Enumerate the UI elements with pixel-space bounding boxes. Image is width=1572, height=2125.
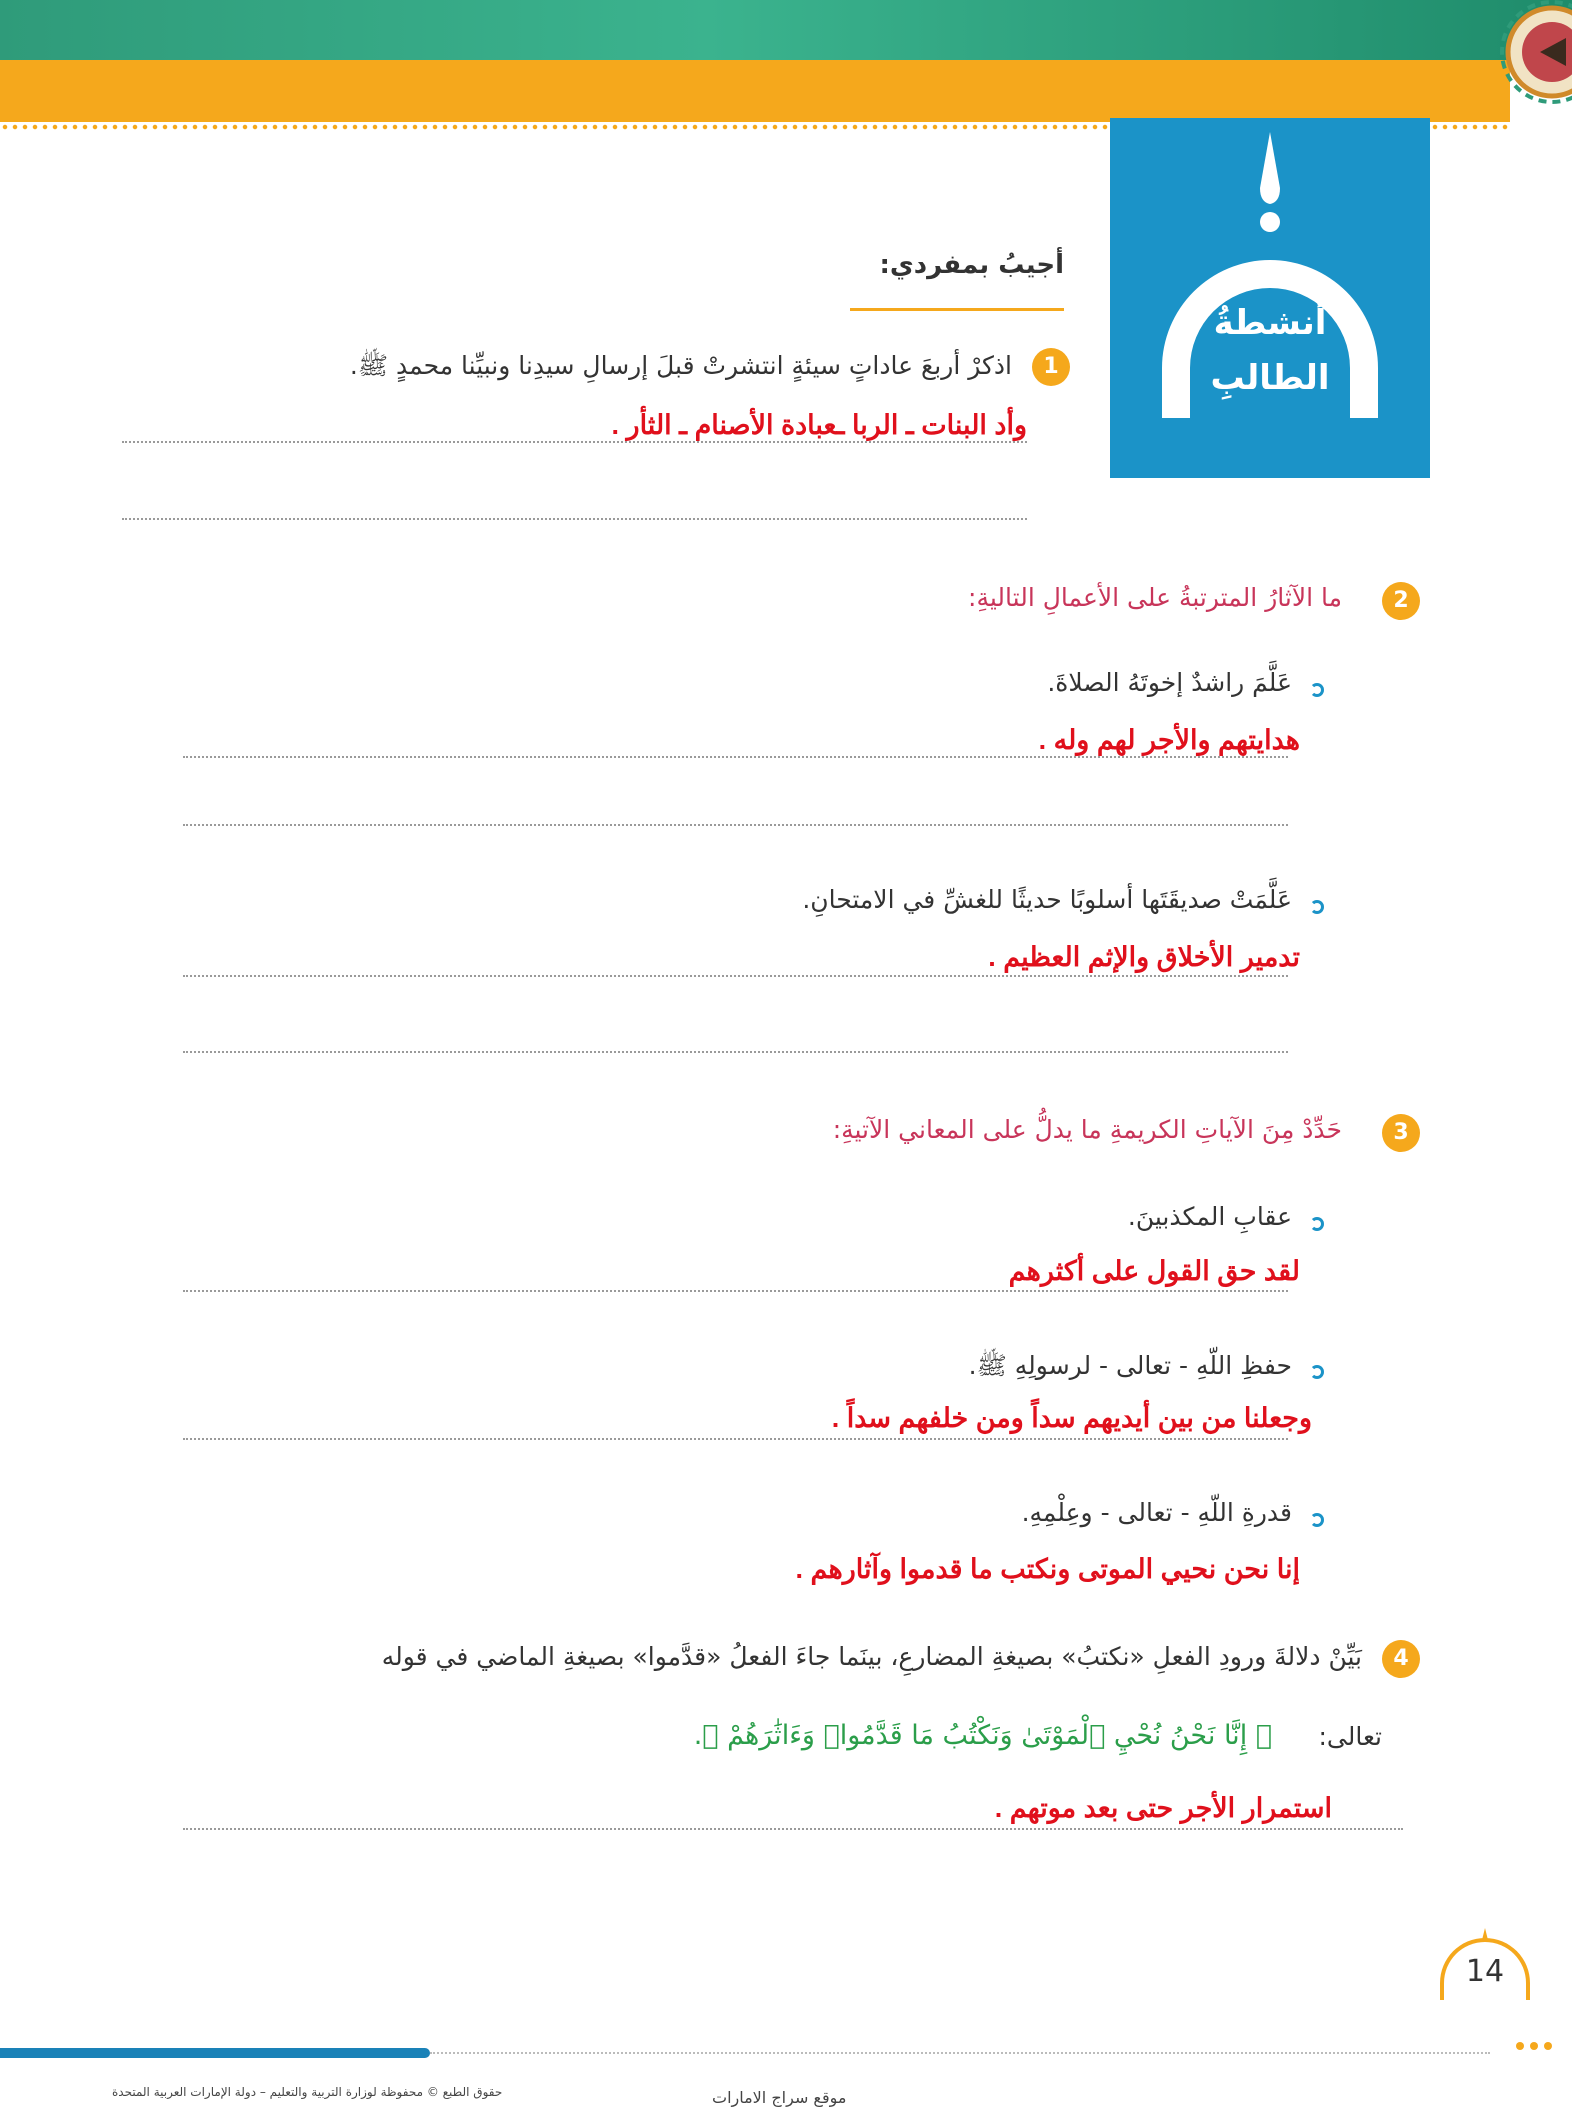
answer-text: استمرار الأجر حتى بعد موتهم . xyxy=(994,1793,1332,1823)
question-number: 4 xyxy=(1382,1640,1420,1678)
sub-question-text: حفظِ اللّهِ - تعالى - لرسولِهِ ﷺ. xyxy=(968,1351,1292,1380)
site-name: موقع سراج الامارات xyxy=(712,2088,847,2107)
dots-ornament-icon xyxy=(1514,2040,1554,2052)
sub-question-text: قدرةِ اللّهِ - تعالى - وعِلْمِهِ. xyxy=(1021,1498,1292,1527)
section-heading: أجيبُ بمفردي: xyxy=(879,250,1064,280)
footer-bar xyxy=(0,2048,430,2058)
sub-question-text: عَلَّمَ راشدٌ إخوتَهُ الصلاةَ. xyxy=(1047,668,1292,697)
quran-verse: ﴿ إِنَّا نَحْنُ نُحْيِ ٱلْمَوْتَىٰ وَنَكْتُبُ مَا قَدَّمُوا۟ وَءَاثَٰرَهُمْ ﴾. xyxy=(693,1720,1272,1751)
question-number: 3 xyxy=(1382,1114,1420,1152)
question-text: اذكرْ أربعَ عاداتٍ سيئةٍ انتشرتْ قبلَ إرسالِ سيدِنا ونبيِّنا محمدٍ ﷺ. xyxy=(349,351,1012,380)
bullet-icon xyxy=(1310,1365,1324,1379)
sub-question-text: عَلَّمَتْ صديقَتَها أسلوبًا حديثًا للغشِّ في الامتحانِ. xyxy=(802,885,1292,914)
corner-ornament-icon xyxy=(1500,0,1572,130)
answer-line xyxy=(183,1290,1288,1292)
footer-divider xyxy=(430,2052,1490,2054)
answer-text: إنا نحن نحيي الموتى ونكتب ما قدموا وآثارهم . xyxy=(795,1554,1300,1584)
bullet-icon xyxy=(1310,1217,1324,1231)
activity-title-line1: أنشطةُ xyxy=(1213,303,1327,343)
answer-line xyxy=(183,756,1288,758)
arch-icon xyxy=(1110,118,1430,478)
answer-line xyxy=(183,1051,1288,1053)
bullet-icon xyxy=(1310,1513,1324,1527)
bullet-icon xyxy=(1310,683,1324,697)
answer-line xyxy=(183,1828,1403,1830)
answer-line xyxy=(183,975,1288,977)
page-number: 14 xyxy=(1465,1954,1505,1989)
question-number: 2 xyxy=(1382,582,1420,620)
sub-question-text: عقابِ المكذبينَ. xyxy=(1127,1202,1292,1231)
answer-line xyxy=(183,824,1288,826)
copyright-text: حقوق الطبع © محفوظة لوزارة التربية والتعليم – دولة الإمارات العربية المتحدة xyxy=(112,2085,503,2099)
question-number: 1 xyxy=(1032,348,1070,386)
answer-text: وجعلنا من بين أيديهم سداً ومن خلفهم سداً . xyxy=(831,1403,1312,1433)
answer-line xyxy=(122,518,1027,520)
question-text: بَيِّنْ دلالةَ ورودِ الفعلِ «نكتبُ» بصيغةِ المضارعِ، بينَما جاءَ الفعلُ «قدَّموا» بصيغةِ الماضي في قوله xyxy=(381,1642,1362,1671)
answer-line xyxy=(183,1438,1288,1440)
header-orange-band xyxy=(0,60,1510,122)
answer-line xyxy=(122,441,1027,443)
finial-icon xyxy=(1478,1928,1492,1944)
student-activities-box xyxy=(1110,118,1430,478)
answer-text: لقد حق القول على أكثرهم xyxy=(1008,1256,1300,1286)
answer-text: وأد البنات ـ الربا ـعبادة الأصنام ـ الثأر . xyxy=(611,410,1027,440)
bullet-icon xyxy=(1310,900,1324,914)
page-number-badge xyxy=(1440,1938,1530,2000)
heading-underline xyxy=(850,308,1064,311)
answer-text: تدمير الأخلاق والإثم العظيم . xyxy=(988,942,1300,972)
answer-text: هدايتهم والأجر لهم وله . xyxy=(1038,725,1300,755)
activity-title-line2: الطالبِ xyxy=(1210,358,1330,398)
question-prefix: تعالى: xyxy=(1318,1722,1382,1751)
question-text: ما الآثارُ المترتبةُ على الأعمالِ التاليةِ: xyxy=(968,583,1342,612)
header-green-band xyxy=(0,0,1572,60)
question-text: حَدِّدْ مِنَ الآياتِ الكريمةِ ما يدلُّ على المعاني الآتيةِ: xyxy=(832,1115,1342,1144)
